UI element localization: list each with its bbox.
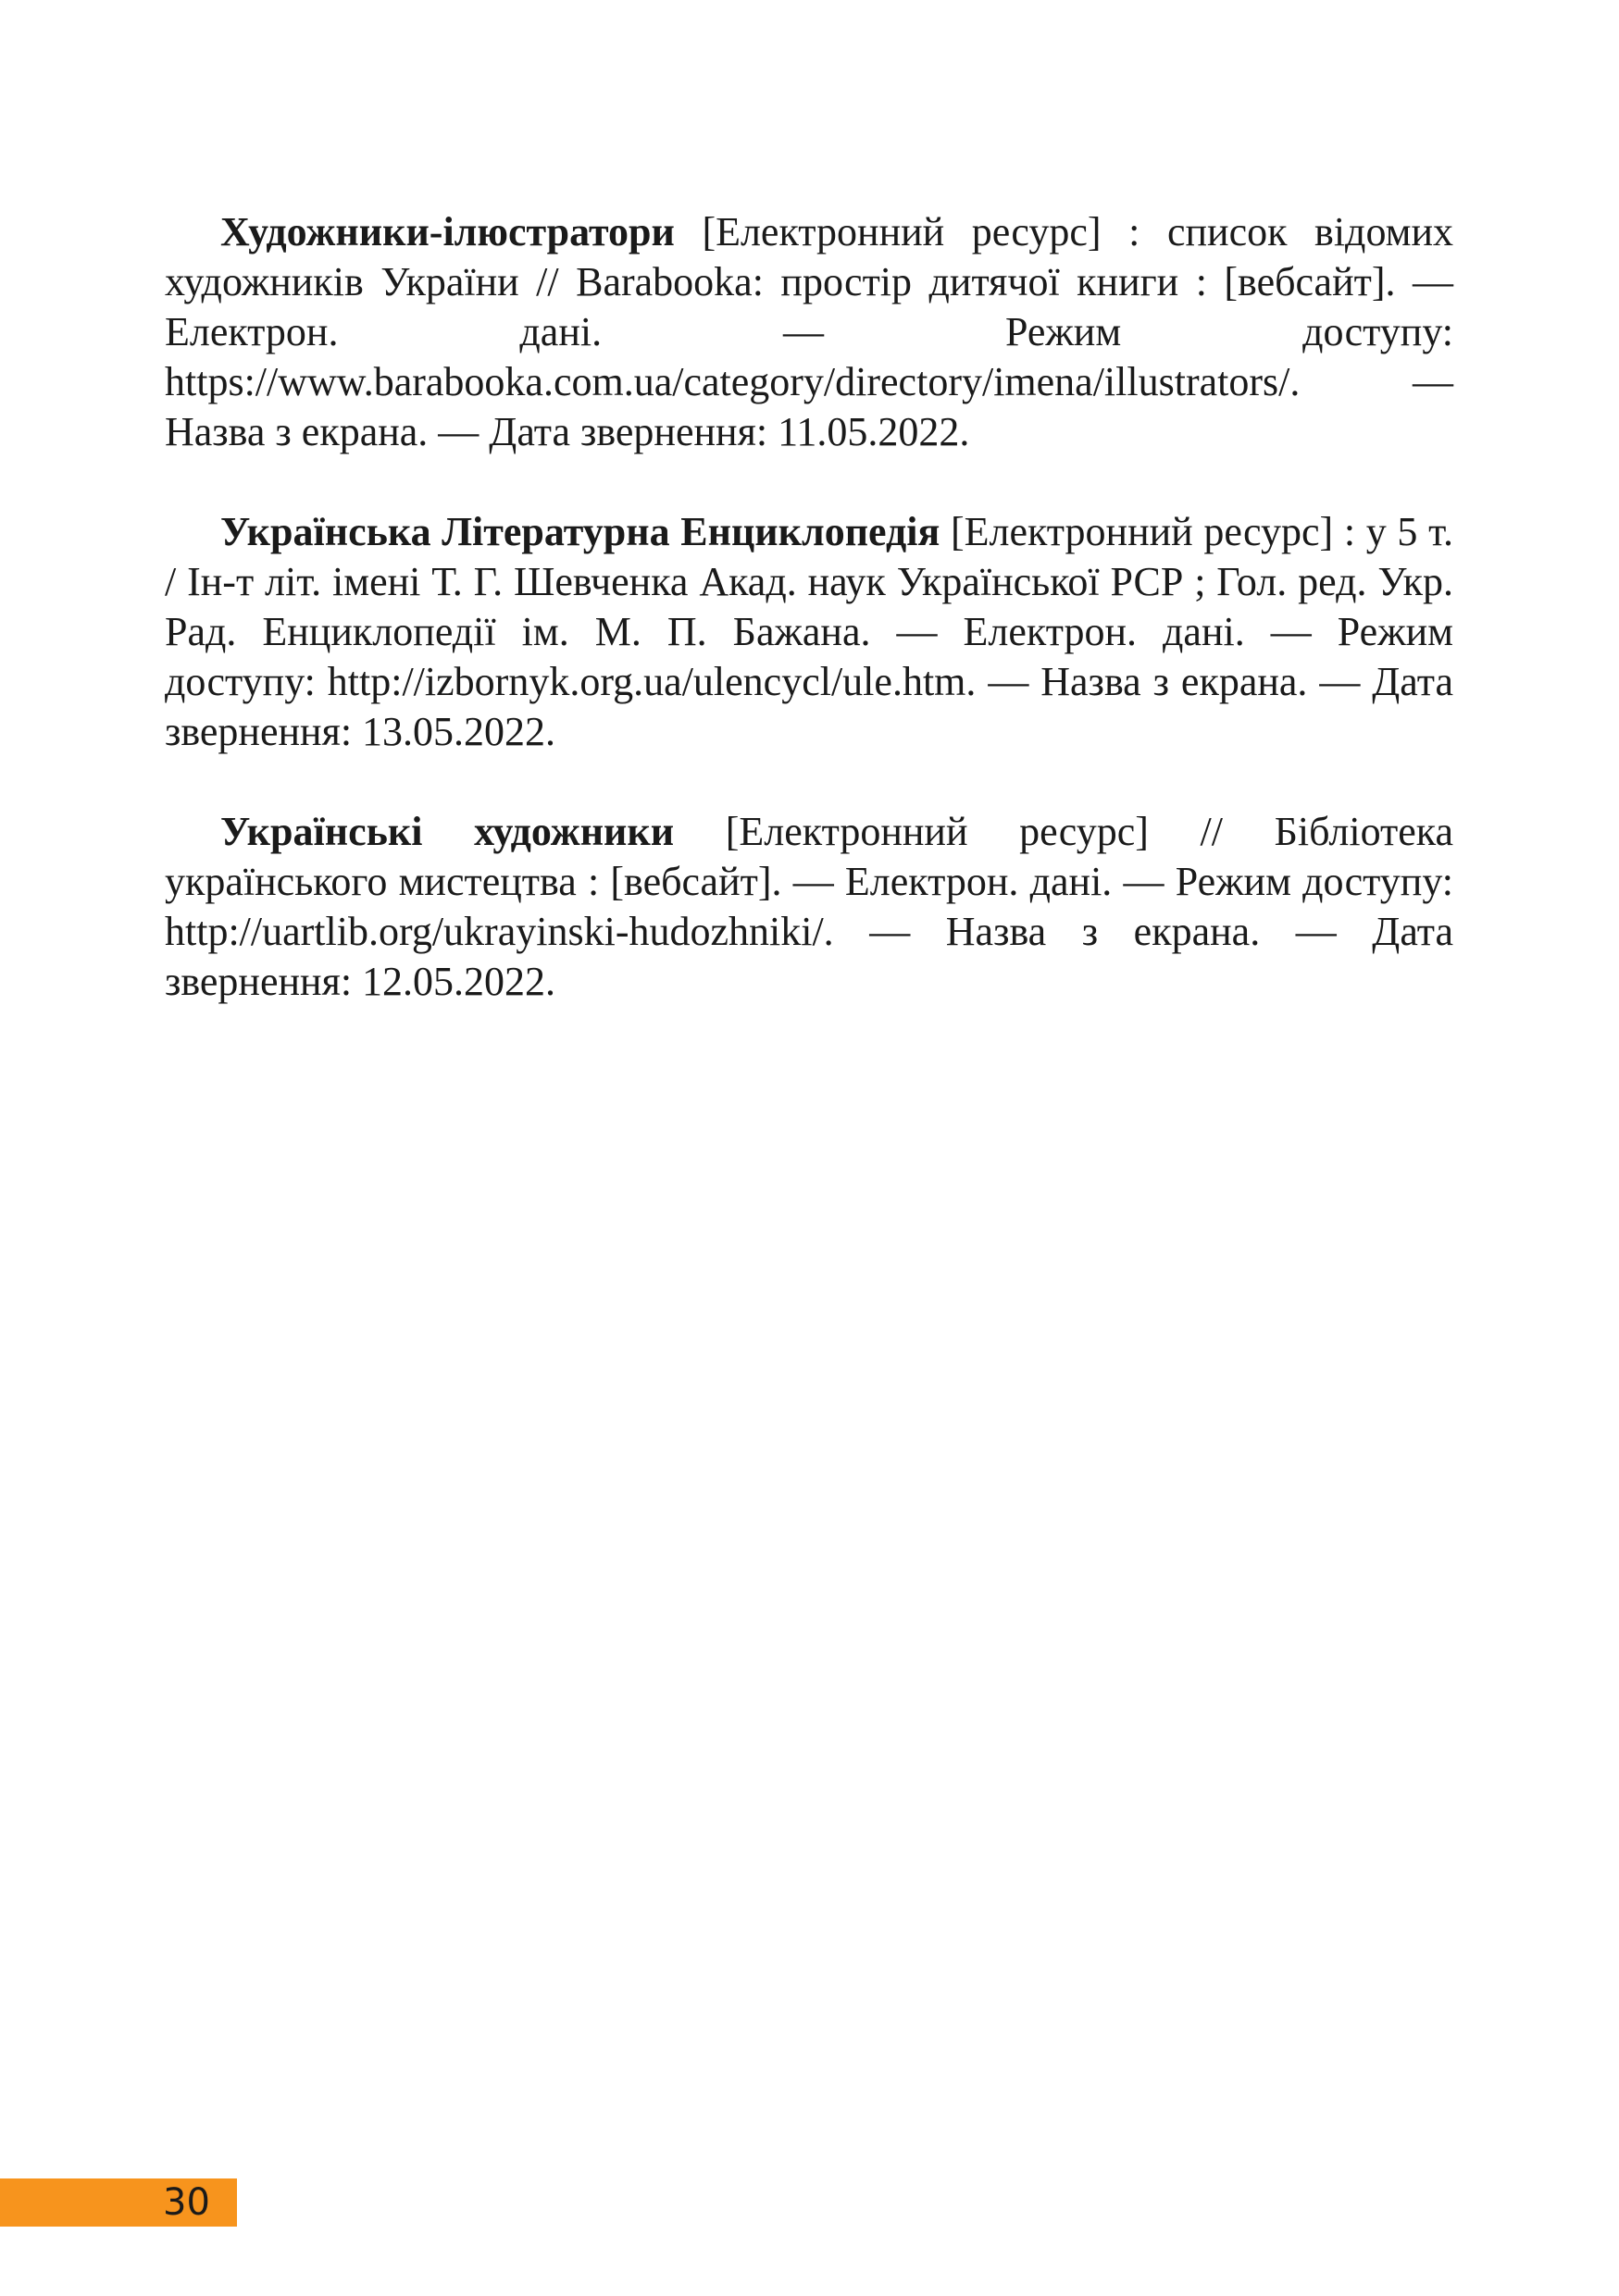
page-number: 30 (163, 2181, 210, 2224)
reference-entry (165, 807, 1453, 1007)
reference-text: [Електронний ресурс] : список відомих художників України // Barabooka: простір дитячої книги : [вебсайт]. — Електрон. дані. — Режим доступу: https://www.barabooka.com.ua/category/directory/imena/illustrators/. — Назва з екрана. — Дата звернення: 11.05.2022. (165, 209, 1453, 454)
reference-text: [Електронний ресурс] : у 5 т. / Ін-т літ. імені Т. Г. Шевченка Акад. наук Української РСР ; Гол. ред. Укр. Рад. Енциклопедії ім. М. П. Бажана. — Електрон. дані. — Режим доступу: http://izbornyk.org.ua/ulencycl/ule.htm. — Назва з екрана. — Дата звернення: 13.05.2022. (165, 509, 1453, 754)
reference-title: Українські художники (220, 809, 675, 854)
reference-title: Українська Літературна Енциклопедія (220, 509, 940, 554)
reference-text: [Електронний ресурс] // Бібліотека українського мистецтва : [вебсайт]. — Електрон. дані. — Режим доступу: http://uartlib.org/ukrayinski-hudozhniki/. — Назва з екрана. — Дата звернення: 12.05.2022. (165, 809, 1454, 1004)
reference-entry (165, 507, 1453, 757)
reference-entry (165, 207, 1453, 457)
reference-list (165, 207, 1453, 1057)
reference-title: Художники-ілюстратори (220, 209, 675, 254)
